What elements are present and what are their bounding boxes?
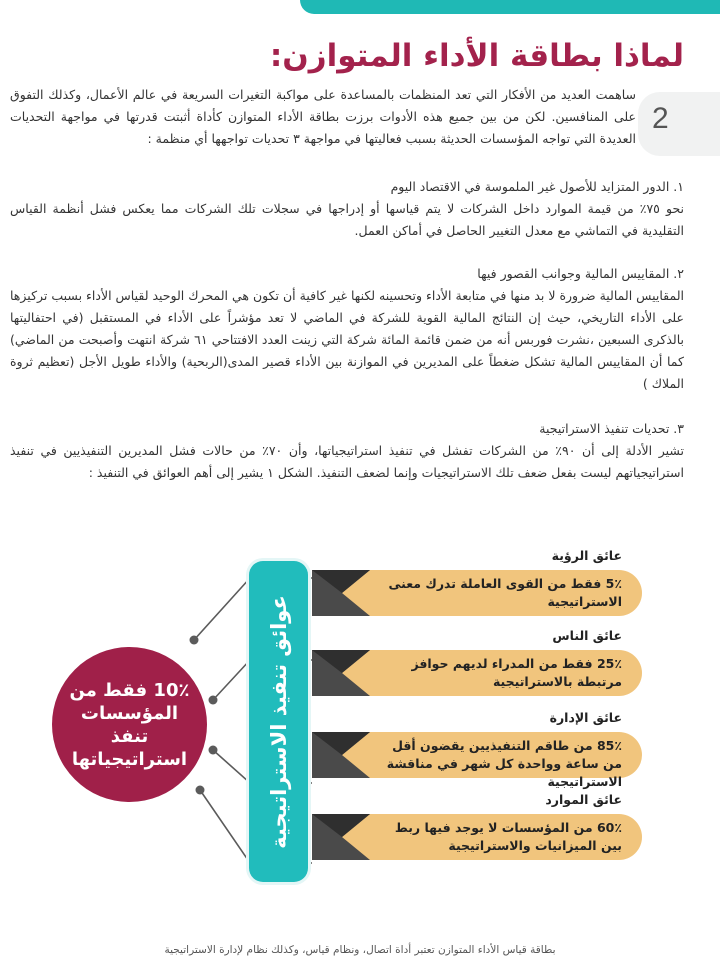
footer-caption: بطاقة قياس الأداء المتوازن تعتبر أداة اتصال، ونظام قياس، وكذلك نظام لإدارة الاستراتيجية xyxy=(164,944,556,956)
obstacle-pill-people xyxy=(312,650,642,696)
section-2-heading: ٢. المقاييس المالية وجوانب القصور فيها xyxy=(477,266,684,281)
obstacle-text-management: 85٪ من طاقم التنفيذيين يقضون أقل من ساعة وواحدة كل شهر في مناقشة الاستراتيجية xyxy=(386,738,622,789)
connector-dot-resources xyxy=(196,786,205,795)
connector-dot-people xyxy=(209,696,218,705)
pill-cap-icon xyxy=(312,732,370,778)
obstacle-text-people: 25٪ فقط من المدراء لديهم حوافز مرتبطة بالاستراتيجية xyxy=(411,656,622,689)
obstacle-pill-management xyxy=(312,732,642,789)
obstacle-text-resources: 60٪ من المؤسسات لا يوجد فيها ربط بين الميزانيات والاستراتيجية xyxy=(394,820,622,853)
pill-cap-icon xyxy=(312,650,370,696)
obstacle-text-vision: 5٪ فقط من القوى العاملة تدرك معنى الاستراتيجية xyxy=(388,576,622,609)
connector-dot-vision xyxy=(190,636,199,645)
pill-cap-icon xyxy=(312,814,370,860)
obstacle-pill-resources xyxy=(312,814,642,860)
obstacle-title-vision: عائق الرؤية xyxy=(551,548,622,563)
obstacle-pill-vision xyxy=(312,570,642,616)
connector-dot-management xyxy=(209,746,218,755)
obstacle-title-resources: عائق الموارد xyxy=(545,792,622,807)
section-2-body: المقاييس المالية ضرورة لا بد منها في متابعة الأداء وتحسينه لكنها غير كافية أن تكون هي المحرك الوحيد لقياس الأداء بسبب تركيزها على الأداء التاريخي، حيث إن النتائج المالية القوية للشركة في الماضي لا تعد مؤشراً على الأداء في المستقبل (في احتفاليتها بالذكرى السبعين ،نشرت فوربس أنه من ضمن قائمة المائة شركة التي زينت العدد الافتتاحي ٦١ شركة انتهت وأصبحت من الماضي) كما أن المقاييس المالية تشكل ضغطاً على المديرين في الموازنة بين الأداء قصير المدى(الربحية) والأداء طويل الأجل (تعظيم ثروة الملاك ) xyxy=(10,288,684,391)
section-1-heading: ١. الدور المتزايد للأصول غير الملموسة في الاقتصاد اليوم xyxy=(390,179,684,194)
intro-paragraph: ساهمت العديد من الأفكار التي تعد المنظمات بالمساعدة على مواكبة التغيرات السريعة في عالم الأعمال، وكذلك التفوق على المنافسين. لكن من بين جميع هذه الأدوات برزت بطاقة الأداء المتوازن كأداة أثبتت قدرتها في مواجهة التحديات العديدة التي تواجه المؤسسات الحديثة بسبب فعاليتها في مواجهة ٣ تحديات تواجهها أي منظمة : xyxy=(10,87,636,146)
section-3-heading: ٣. تحديات تنفيذ الاستراتيجية xyxy=(539,421,684,436)
page-title: لماذا بطاقة الأداء المتوازن: xyxy=(269,38,684,74)
obstacle-title-people: عائق الناس xyxy=(552,628,622,643)
obstacle-title-management: عائق الإدارة xyxy=(549,710,622,725)
center-stat-text: 10٪ فقط من المؤسسات تنفذ استراتيجياتها xyxy=(69,679,190,770)
pill-cap-icon xyxy=(312,570,370,616)
center-stat-circle xyxy=(52,647,207,802)
section-1-body: نحو ٧٥٪ من قيمة الموارد داخل الشركات لا يتم قياسها أو إدراجها في سجلات تلك الشركات مما يعكس فشل أنظمة القياس التقليدية في التماشي مع معدل التغيير الحاصل في أماكن العمل. xyxy=(10,201,684,238)
obstacles-vertical-bar xyxy=(249,561,308,882)
section-3-body: تشير الأدلة إلى أن ٩٠٪ من الشركات تفشل في تنفيذ استراتيجياتها، وأن ٧٠٪ من حالات فشل المديرين التنفيذيين في تنفيذ استراتيجياتهم ليست بفعل ضعف تلك الاستراتيجيات وإنما لضعف التنفيذ. الشكل ١ يشير إلى أهم العوائق في التنفيذ : xyxy=(10,443,684,480)
page-number: 2 xyxy=(652,102,669,135)
obstacles-bar-label: عوائق تنفيذ الاستراتيجية xyxy=(266,594,291,849)
